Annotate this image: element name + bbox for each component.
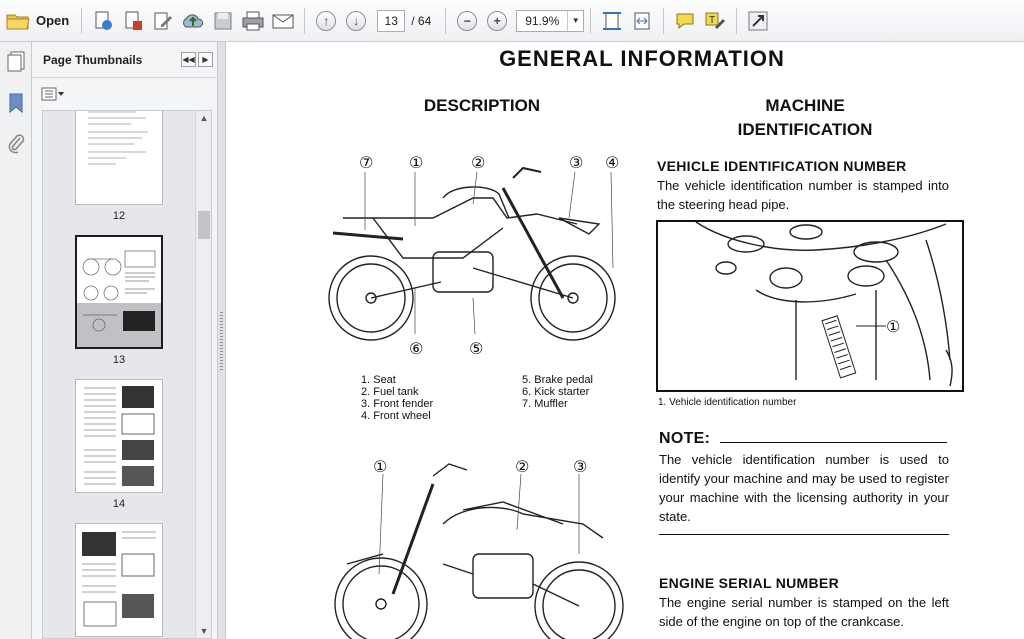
toolbar-separator [736,8,737,34]
panel-arrows [181,52,213,67]
zoom-out-button[interactable] [453,7,481,35]
callout-4: ④ [605,153,620,172]
callout-1: ① [373,457,388,476]
navigation-rail [0,42,32,639]
arrow-up-icon: ↑ [316,11,336,31]
legend-item: 1. Seat [361,374,396,386]
expand-icon[interactable] [744,7,772,35]
page-preview [76,110,163,205]
engine-serial-heading: ENGINE SERIAL NUMBER [659,575,839,591]
legend-item: 2. Fuel tank [361,386,419,398]
document-view[interactable] [227,42,1024,639]
page-thumbnails-icon[interactable] [6,50,26,72]
panel-splitter[interactable] [218,42,226,639]
thumbnail-label: 14 [112,498,126,510]
note-rule-top [720,442,947,443]
scrollbar-thumb[interactable] [198,211,210,239]
thumbnail-label: 12 [112,210,126,222]
thumbnail-options-button[interactable] [41,86,65,102]
callout-3: ③ [569,153,584,172]
collapse-panel-icon[interactable]: ◀◀ [181,52,196,67]
vin-location-illustration [656,220,964,392]
thumbnail-scrollbar[interactable] [195,111,211,638]
vin-caption: 1. Vehicle identification number [658,397,797,408]
machine-id-heading-line1: MACHINE [765,96,845,115]
edit-document-icon[interactable] [149,7,177,35]
folder-icon [6,11,30,31]
vin-callout: ① [886,317,901,336]
previous-page-button[interactable] [312,7,340,35]
open-button[interactable] [4,7,75,35]
upload-cloud-icon[interactable] [179,7,207,35]
email-icon[interactable] [269,7,297,35]
legend-item: 4. Front wheel [361,410,431,422]
zoom-in-button[interactable] [483,7,511,35]
note-rule-bottom [659,534,949,535]
callout-2: ② [471,153,486,172]
fit-width-icon[interactable] [628,7,656,35]
thumbnail-page-12[interactable] [75,110,163,205]
plus-icon: + [487,11,507,31]
save-icon[interactable] [209,7,237,35]
diagram-callouts [323,148,633,368]
next-page-button[interactable] [342,7,370,35]
note-text: The vehicle identification number is used to identify your machine and may be used to register your machine with the licensing authority in your state. [659,452,949,524]
open-label: Open [36,13,70,28]
toolbar-separator [304,8,305,34]
note-heading: NOTE: [659,430,711,447]
create-pdf-icon[interactable] [119,7,147,35]
chevron-down-icon[interactable]: ▼ [567,11,583,31]
description-heading: DESCRIPTION [423,96,541,115]
toolbar-separator [81,8,82,34]
page-total: / 64 [411,13,432,28]
splitter-grip[interactable] [220,312,223,372]
vin-heading: VEHICLE IDENTIFICATION NUMBER [657,158,907,174]
callout-5: ⑤ [469,339,484,358]
thumbnail-page-15[interactable] [75,523,163,637]
callout-2: ② [515,457,530,476]
legend-item: 7. Muffler [522,398,568,410]
arrow-down-icon: ↓ [346,11,366,31]
svg-text:T: T [709,14,716,26]
callout-7: ⑦ [359,153,374,172]
machine-id-heading-line2: IDENTIFICATION [737,120,873,139]
attachment-icon[interactable] [6,132,26,154]
callout-3: ③ [573,457,588,476]
page-preview [76,524,163,637]
thumbnails-panel [32,42,218,639]
thumbnail-page-13[interactable] [75,235,163,349]
engine-serial-text: The engine serial number is stamped on the left side of the engine on top of the crankcase. [659,595,949,629]
page-preview [77,237,161,347]
legend-item: 3. Front fender [361,398,434,410]
page-preview [76,380,163,493]
print-setup-icon[interactable] [89,7,117,35]
page-number-input[interactable]: 13 [377,10,405,32]
motorcycle-other-side-diagram [323,454,633,639]
toolbar-separator [445,8,446,34]
bookmark-icon[interactable] [6,92,26,114]
parts-legend-left [361,374,433,422]
legend-item: 6. Kick starter [522,386,590,398]
chevron-right-icon[interactable]: ▶ [198,52,213,67]
toolbar-separator [590,8,591,34]
callout-1: ① [409,153,424,172]
highlight-icon[interactable] [701,7,729,35]
toolbar-separator [663,8,664,34]
legend-item: 5. Brake pedal [522,374,593,386]
thumbnail-list[interactable] [42,110,212,639]
zoom-value: 91.9% [525,13,560,28]
thumbnail-label: 13 [112,354,126,366]
panel-title: Page Thumbnails [43,52,143,67]
fit-page-icon[interactable] [598,7,626,35]
print-icon[interactable] [239,7,267,35]
vin-description: The vehicle identification number is stamped into the steering head pipe. [657,178,949,212]
parts-legend-right [522,374,593,410]
chevron-up-icon[interactable]: ▲ [199,113,209,123]
toolbar [0,0,1024,42]
page-title: GENERAL INFORMATION [499,46,785,71]
thumbnail-page-14[interactable] [75,379,163,493]
minus-icon: − [457,11,477,31]
options-menu-icon [41,87,65,101]
chevron-down-icon[interactable]: ▼ [199,626,209,636]
zoom-select[interactable] [516,10,584,32]
comment-icon[interactable] [671,7,699,35]
callout-6: ⑥ [409,339,424,358]
